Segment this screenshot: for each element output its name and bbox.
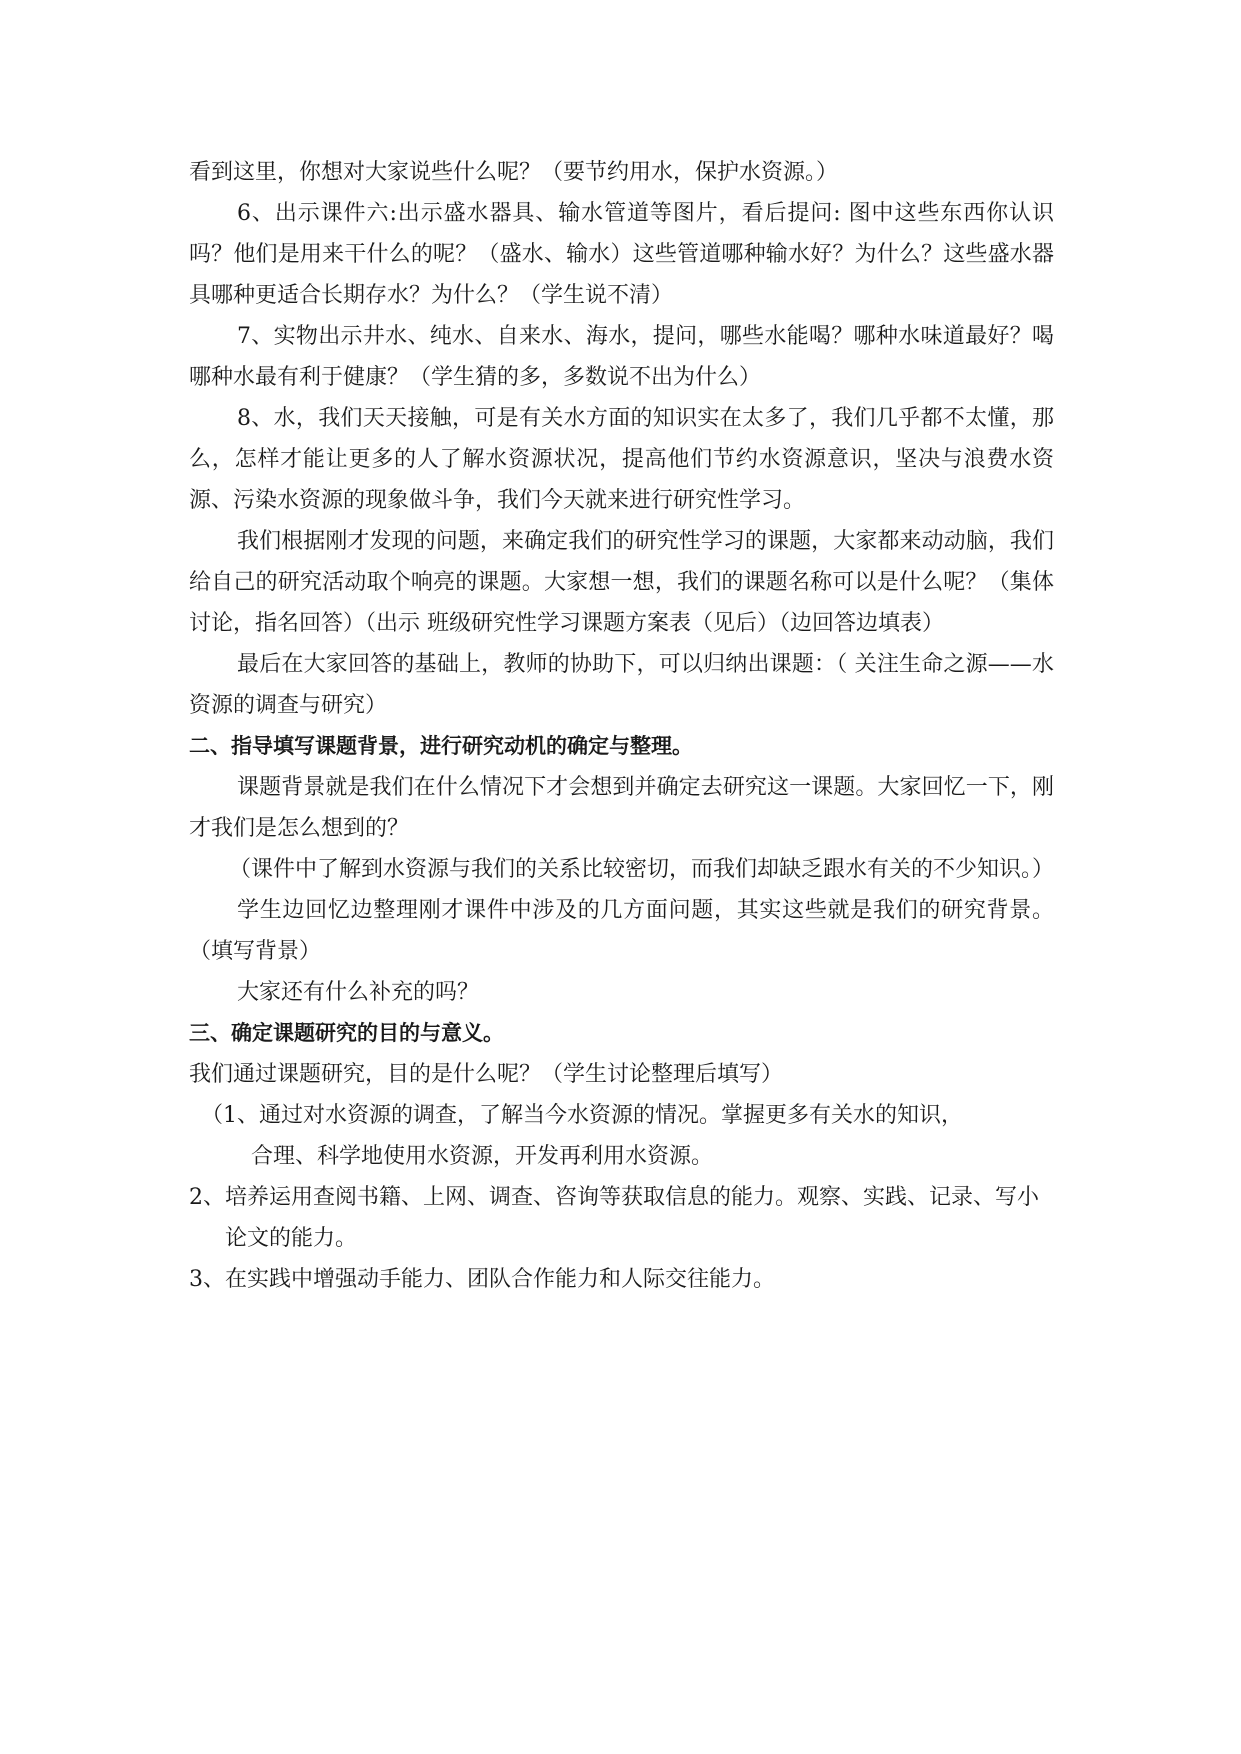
section-3-intro: 我们通过课题研究，目的是什么呢？（学生讨论整理后填写） — [189, 1062, 784, 1087]
goal-1 — [189, 1095, 1054, 1177]
section-3-heading: 三、确定课题研究的目的与意义。 — [189, 1021, 504, 1045]
goal-3: 3、在实践中增强动手能力、团队合作能力和人际交往能力。 — [189, 1267, 775, 1292]
goal-1-line-2: 合理、科学地使用水资源，开发再利用水资源。 — [251, 1144, 714, 1169]
paragraph-topic-selection: 我们根据刚才发现的问题，来确定我们的研究性学习的课题，大家都来动动脑，我们给自己的研究活动取个响亮的课题。大家想一想，我们的课题名称可以是什么呢？（集体讨论，指名回答）（出示 班级研究性学习课题方案表（见后）（边回答边填表） — [189, 529, 1054, 636]
paragraph-conclusion: 看到这里，你想对大家说些什么呢？（要节约用水，保护水资源。） — [189, 160, 839, 185]
document-page — [189, 152, 1054, 1300]
paragraph-topic-summary: 最后在大家回答的基础上，教师的协助下，可以归纳出课题：（ 关注生命之源——水资源的调查与研究） — [189, 652, 1054, 718]
paragraph-step-6: 6、出示课件六:出示盛水器具、输水管道等图片，看后提问: 图中这些东西你认识吗？他们是用来干什么的呢？（盛水、输水）这些管道哪种输水好？为什么？这些盛水器具哪种更适合长期存水？为什么？（学生说不清） — [189, 201, 1054, 308]
section-2-paragraph-1: 课题背景就是我们在什么情况下才会想到并确定去研究这一课题。大家回忆一下，刚才我们是怎么想到的？ — [189, 775, 1054, 841]
section-2-heading: 二、指导填写课题背景，进行研究动机的确定与整理。 — [189, 734, 693, 758]
section-2-paragraph-4: 大家还有什么补充的吗？ — [237, 980, 480, 1005]
paragraph-step-8: 8、水，我们天天接触，可是有关水方面的知识实在太多了，我们几乎都不太懂，那么，怎样才能让更多的人了解水资源状况，提高他们节约水资源意识，坚决与浪费水资源、污染水资源的现象做斗争，我们今天就来进行研究性学习。 — [189, 406, 1054, 513]
section-2-paragraph-2: （课件中了解到水资源与我们的关系比较密切，而我们却缺乏跟水有关的不少知识。） — [229, 857, 1055, 882]
goal-2: 2、培养运用查阅书籍、上网、调查、咨询等获取信息的能力。观察、实践、记录、写小论文的能力。 — [189, 1185, 1039, 1251]
goal-1-line-1: （1、通过对水资源的调查，了解当今水资源的情况。掌握更多有关水的知识， — [201, 1103, 963, 1128]
section-2-paragraph-3: 学生边回忆边整理刚才课件中涉及的几方面问题，其实这些就是我们的研究背景。（填写背景） — [189, 898, 1054, 964]
paragraph-step-7: 7、实物出示井水、纯水、自来水、海水，提问，哪些水能喝？哪种水味道最好？喝哪种水最有利于健康？（学生猜的多，多数说不出为什么） — [189, 324, 1054, 390]
